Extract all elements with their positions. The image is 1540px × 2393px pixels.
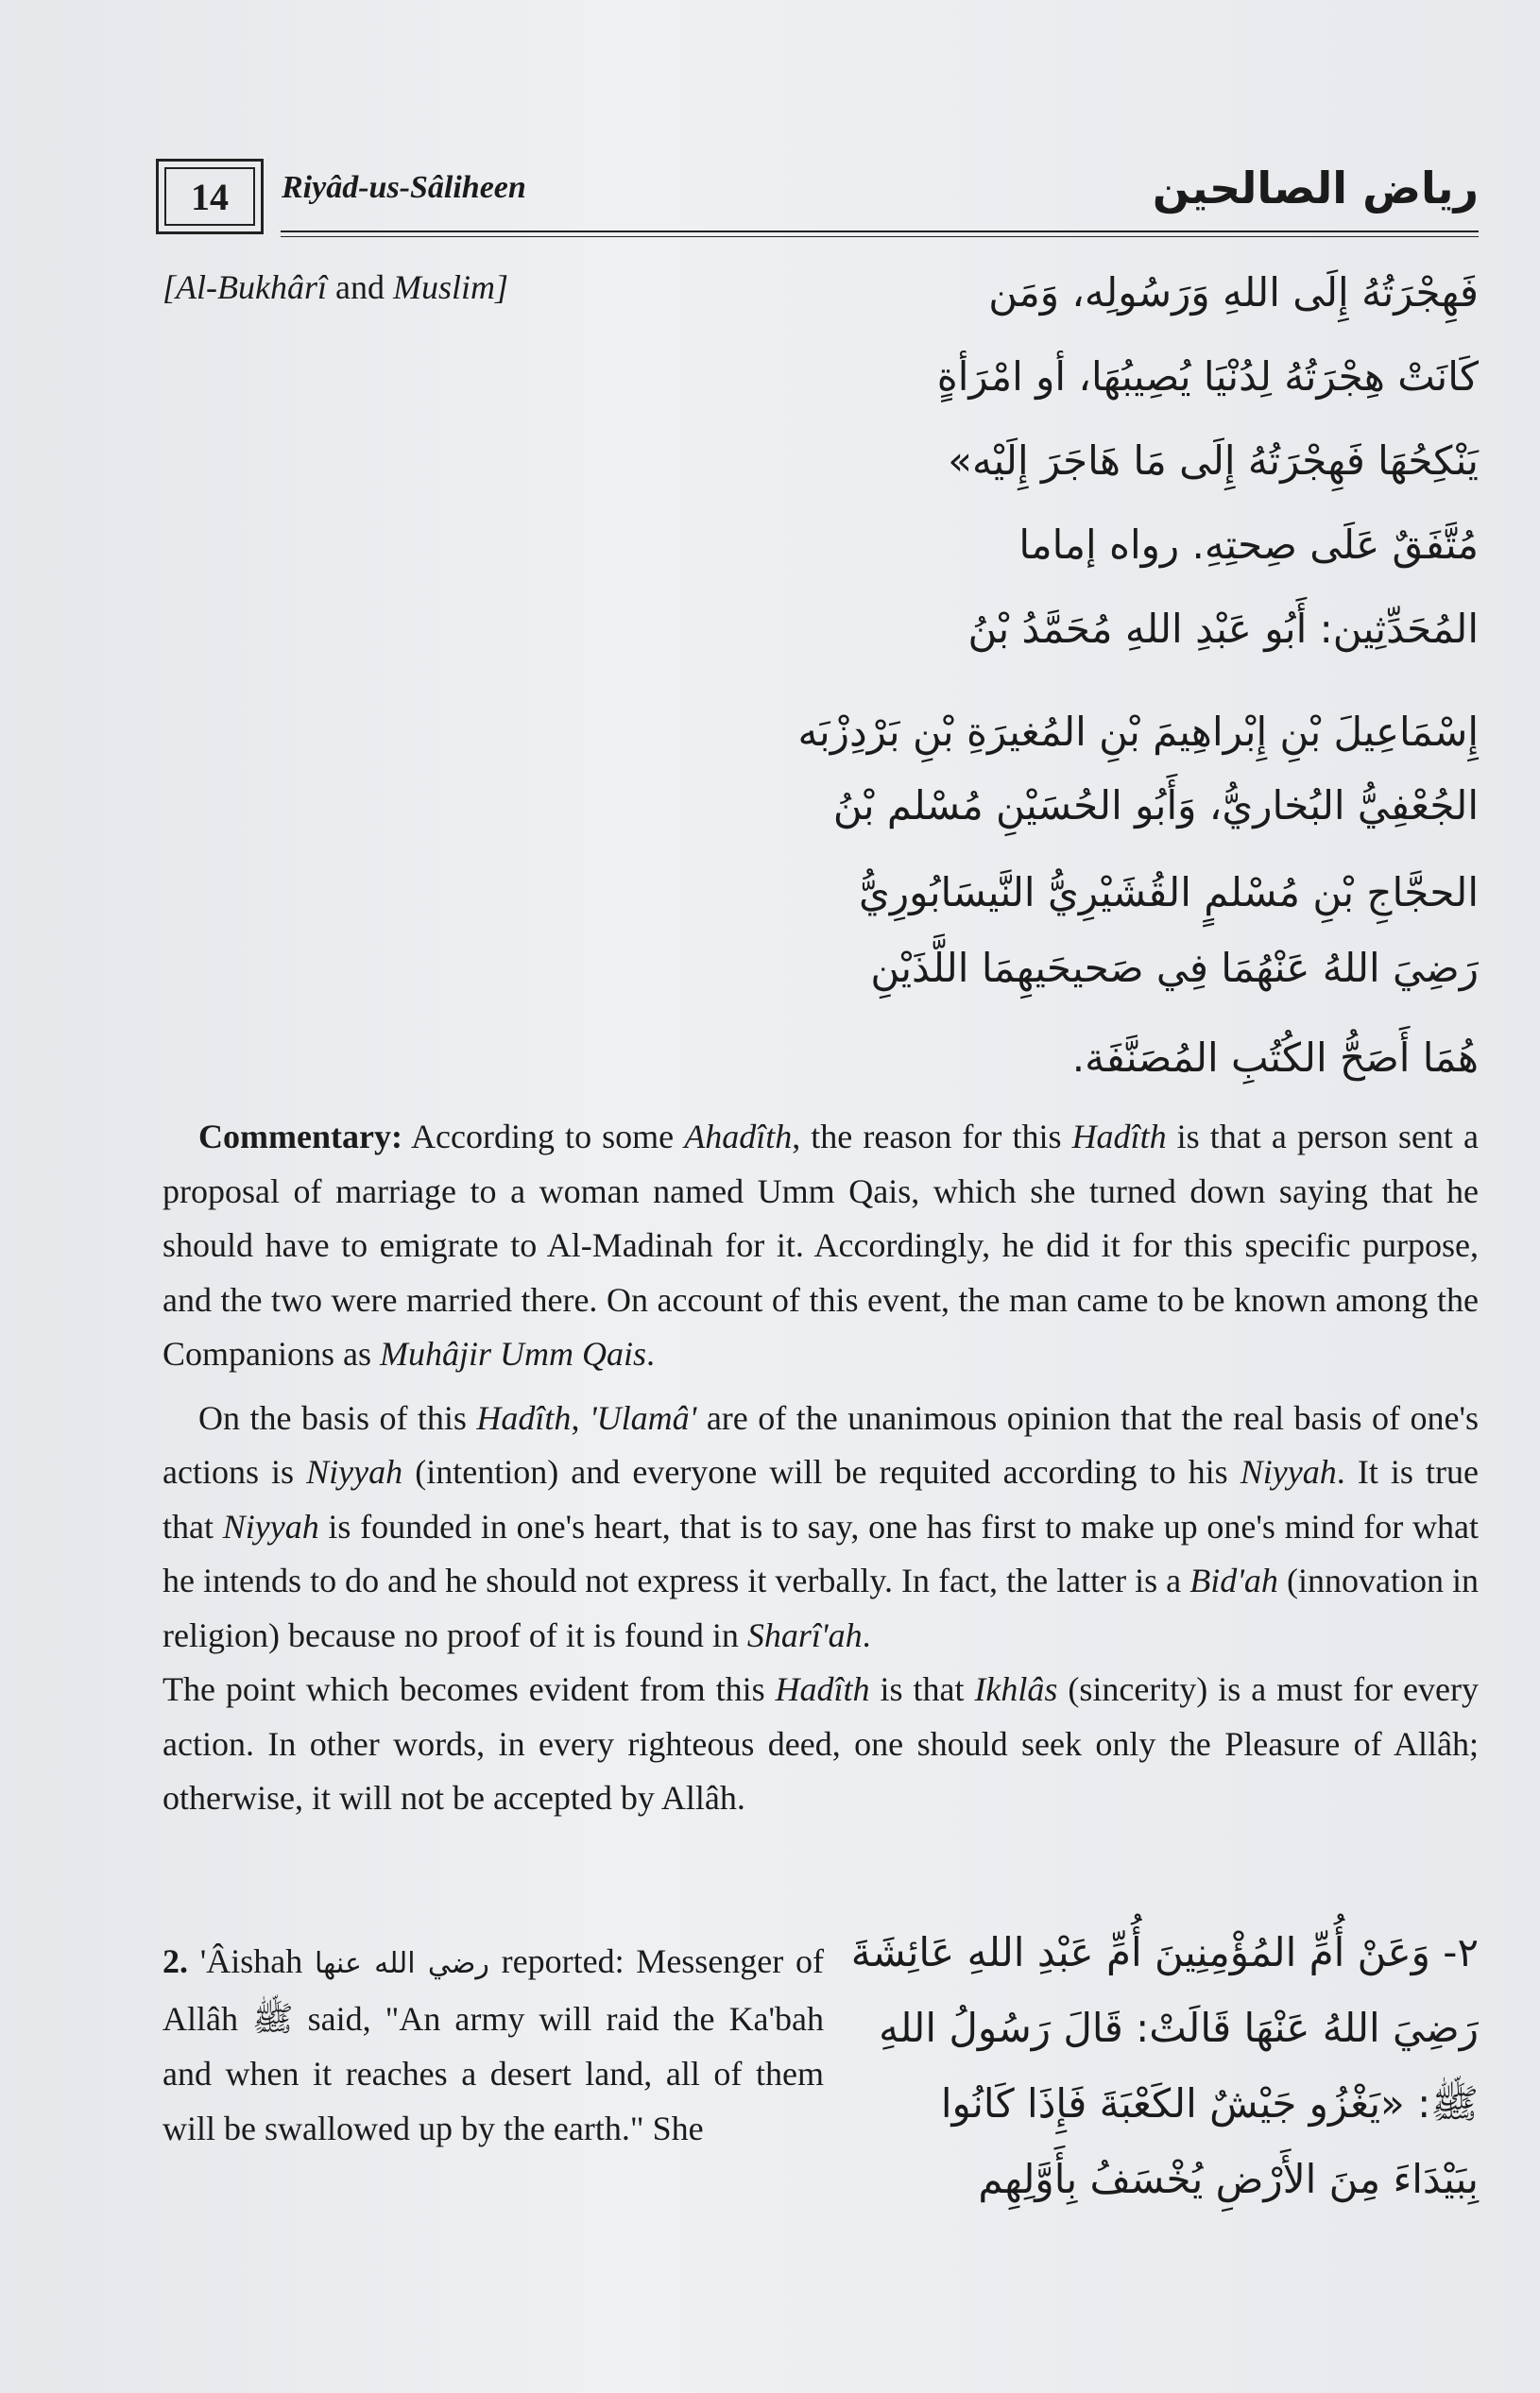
text-run: are of the unanimous opinion that the real basis of one's actions is xyxy=(163,1398,1479,1491)
arabic-line-full: رَضِيَ اللهُ عَنْهُمَا فِي صَحيحَيهِمَا اللَّذَيْنِ xyxy=(870,945,1479,991)
text-run: . It is true that xyxy=(163,1453,1479,1546)
italic-run: Niyyah xyxy=(1240,1453,1337,1491)
niyyah-paragraph xyxy=(163,1392,1479,1664)
header-rule xyxy=(281,231,1479,232)
commentary-label: Commentary: xyxy=(198,1118,402,1155)
text-run: . xyxy=(862,1615,871,1654)
page-number-box xyxy=(156,159,264,234)
text-run: 'Âishah xyxy=(188,1942,315,1980)
arabic-line: ﷺ: «يَغْزُو جَيْشٌ الكَعْبَةَ فَإِذَا كَانُوا xyxy=(940,2080,1479,2127)
italic-run: Hadîth xyxy=(1071,1118,1167,1155)
honorific-arabic: رضي الله عنها xyxy=(314,1947,489,1980)
italic-run: Sharî'ah xyxy=(746,1615,863,1654)
arabic-line: ٢- وَعَنْ أُمِّ المُؤْمِنِينَ أُمِّ عَبْدِ اللهِ عَائِشَةَ xyxy=(850,1929,1479,1975)
italic-run: Niyyah xyxy=(306,1453,403,1491)
text-run: said, "An army will raid the Ka'bah and when it reaches a desert land, all of them will be swallowed up by the earth." She xyxy=(163,2000,825,2147)
italic-run: Ahadîth xyxy=(684,1118,793,1155)
book-title: Riyâd-us-Sâliheen xyxy=(282,170,526,205)
text-run: reported: Messenger of Allâh xyxy=(163,1942,824,2038)
arabic-line: يَنْكِحُهَا فَهِجْرَتُهُ إِلَى مَا هَاجَرَ إِلَيْه» xyxy=(948,437,1479,484)
hadith-reference: [Al-Bukhârî and Muslim] xyxy=(163,268,508,306)
hadith-number: 2. xyxy=(163,1942,188,1980)
text-run: On the basis of this xyxy=(198,1398,477,1437)
arabic-line: بِبَيْدَاءَ مِنَ الأَرْضِ يُخْسَفُ بِأَوَّلِهِم xyxy=(978,2156,1479,2202)
italic-run: Niyyah xyxy=(222,1507,319,1546)
ref-muslim: Muslim xyxy=(392,268,495,306)
hadith-2-arabic xyxy=(841,1915,1479,2217)
italic-run: Ikhlâs xyxy=(974,1670,1058,1708)
arabic-line: مُتَّفَقٌ عَلَى صِحتِهِ. رواه إماما xyxy=(1018,521,1479,568)
header-rule-thin xyxy=(281,236,1479,237)
commentary-section xyxy=(163,1110,1479,1826)
hadith-2-english xyxy=(163,1934,824,2156)
ikhlas-paragraph xyxy=(163,1663,1479,1826)
text-run: is that a person sent a proposal of marriage to a woman named Umm Qais, which she turned down saying that he should have to emigrate to Al-Madinah for it. Accordingly, he did it for this specific purpose, and the two were married there. On account of this event, the man came to be known among the Companions as xyxy=(163,1118,1479,1373)
italic-run: Muhâjir Umm Qais xyxy=(380,1335,647,1373)
arabic-line: رَضِيَ اللهُ عَنْهَا قَالَتْ: قَالَ رَسُولُ اللهِ xyxy=(879,2005,1479,2051)
arabic-book-title: رياض الصالحين xyxy=(1152,162,1479,214)
arabic-line-full: هُمَا أَصَحُّ الكُتُبِ المُصَنَّفَة. xyxy=(1071,1034,1479,1081)
italic-run: 'Ulamâ' xyxy=(589,1398,697,1437)
arabic-line: فَهِجْرَتُهُ إِلَى اللهِ وَرَسُولِه، وَمَن xyxy=(988,269,1479,316)
italic-run: Hadîth xyxy=(476,1398,572,1437)
text-run: is that xyxy=(869,1670,975,1708)
text-run: , xyxy=(571,1398,590,1437)
text-run: (sincerity) is a must for every action. In other words, in every righteous deed, one should seek only the Pleasure of Allâh; otherwise, it will not be accepted by Allâh. xyxy=(163,1670,1479,1817)
text-run: (intention) and everyone will be requited according to his xyxy=(402,1453,1241,1491)
arabic-line-full: الحجَّاجِ بْنِ مُسْلمٍ القُشَيْرِيُّ النَّيسَابُورِيُّ xyxy=(858,869,1479,915)
text-run: , the reason for this xyxy=(792,1118,1072,1155)
text-run: is founded in one's heart, that is to say, one has first to make up one's mind for what he intends to do and he should not express it verbally. In fact, the latter is a xyxy=(163,1507,1479,1599)
italic-run: Bid'ah xyxy=(1189,1562,1278,1599)
page-header xyxy=(156,151,1479,236)
salutation-glyph: ﷺ xyxy=(252,2000,294,2038)
arabic-line: المُحَدِّثِين: أَبُو عَبْدِ اللهِ مُحَمَّدُ بْنُ xyxy=(967,606,1479,652)
page-number: 14 xyxy=(164,167,255,226)
arabic-line-full: الجُعْفِيُّ البُخاريُّ، وَأَبُو الحُسَيْنِ مُسْلم بْنُ xyxy=(832,782,1479,829)
ref-and: and xyxy=(326,268,393,306)
arabic-line: كَانَتْ هِجْرَتُهُ لِدُنْيَا يُصِيبُهَا، أو امْرَأةٍ xyxy=(936,353,1479,400)
italic-run: Hadîth xyxy=(775,1670,870,1708)
text-run: According to some xyxy=(402,1118,685,1155)
text-run: . xyxy=(646,1335,656,1373)
arabic-line-full: إِسْمَاعِيلَ بْنِ إِبْراهِيمَ بْنِ المُغيرَةِ بْنِ بَرْدِزْبَه xyxy=(797,709,1479,755)
text-run: (innovation in religion) because no proof of it is found in xyxy=(163,1562,1479,1654)
arabic-hadith-1 xyxy=(813,250,1479,671)
commentary-paragraph xyxy=(163,1110,1479,1382)
text-run: The point which becomes evident from this xyxy=(163,1670,776,1708)
ref-bukhari: Al-Bukhârî xyxy=(176,268,327,306)
